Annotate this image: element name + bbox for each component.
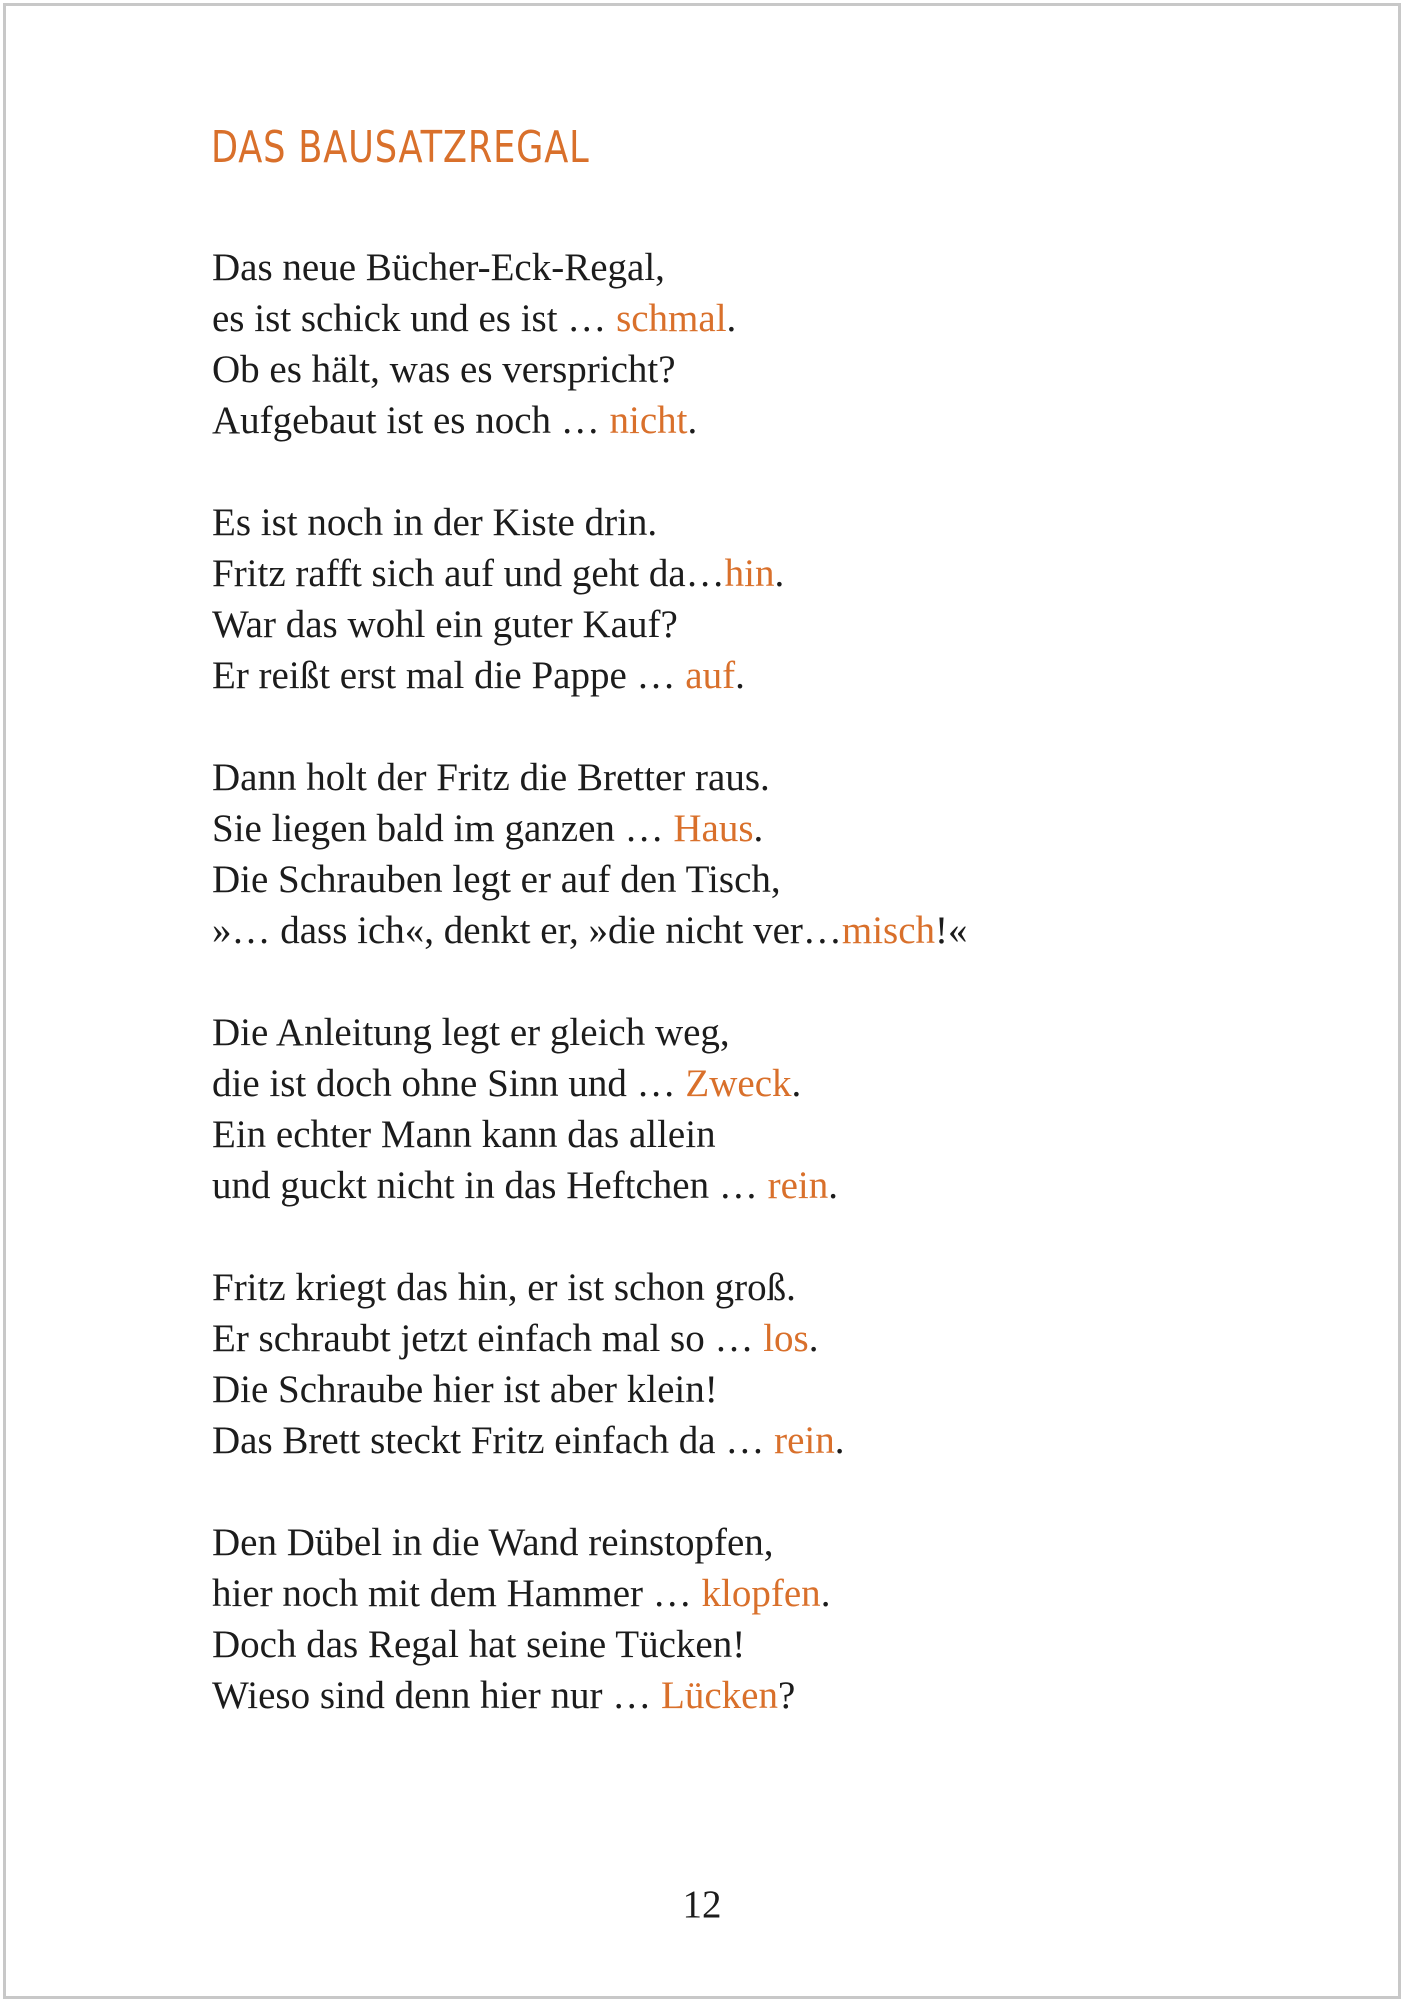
rhyme-word: Haus [673, 807, 754, 850]
rhyme-word: hin [724, 552, 775, 595]
line-text: Ob es hält, was es verspricht? [212, 348, 676, 391]
poem-line [212, 803, 1312, 854]
poem-line [212, 1568, 1312, 1619]
poem-line [212, 1517, 1312, 1568]
rhyme-word: nicht [609, 399, 688, 442]
line-text: Dann holt der Fritz die Bretter raus. [212, 756, 770, 799]
line-text: es ist schick und es ist … [212, 297, 617, 340]
line-text: Doch das Regal hat seine Tücken! [212, 1623, 746, 1666]
poem-line [212, 497, 1312, 548]
poem-line [212, 1364, 1312, 1415]
line-punctuation: . [828, 1164, 839, 1207]
rhyme-word: misch [841, 909, 936, 952]
poem-line [212, 1415, 1312, 1466]
poem-line [212, 1262, 1312, 1313]
line-text: Ein echter Mann kann das allein [212, 1113, 716, 1156]
line-text: und guckt nicht in das Heftchen … [212, 1164, 768, 1207]
line-punctuation: . [791, 1062, 802, 1105]
poem-line [212, 548, 1312, 599]
stanza-6 [212, 1517, 1312, 1721]
poem-line [212, 1109, 1312, 1160]
poem-line [212, 1619, 1312, 1670]
stanza-4 [212, 1007, 1312, 1211]
line-punctuation: . [687, 399, 698, 442]
rhyme-word: klopfen [701, 1572, 821, 1615]
line-punctuation: . [735, 654, 745, 697]
poem-line [212, 1313, 1312, 1364]
rhyme-word: los [763, 1317, 809, 1360]
poem-line [212, 1058, 1312, 1109]
line-punctuation: . [726, 297, 737, 340]
line-punctuation: !« [935, 909, 968, 952]
line-text: War das wohl ein guter Kauf? [212, 603, 678, 646]
line-text: Die Anleitung legt er gleich weg, [212, 1011, 730, 1054]
poem-line [212, 1670, 1312, 1721]
rhyme-word: Zweck [685, 1062, 792, 1105]
line-text: Die Schrauben legt er auf den Tisch, [212, 858, 781, 901]
line-text: Er reißt erst mal die Pappe … [212, 654, 686, 697]
poem-body [212, 242, 1312, 1772]
stanza-2 [212, 497, 1312, 701]
stanza-3 [212, 752, 1312, 956]
poem-line [212, 344, 1312, 395]
line-text: Das neue Bücher-Eck-Regal, [212, 246, 665, 289]
line-text: hier noch mit dem Hammer … [212, 1572, 702, 1615]
line-text: Es ist noch in der Kiste drin. [212, 501, 658, 544]
line-text: die ist doch ohne Sinn und … [212, 1062, 686, 1105]
poem-line [212, 395, 1312, 446]
poem-line [212, 293, 1312, 344]
line-text: Die Schraube hier ist aber klein! [212, 1368, 718, 1411]
line-text: »… dass ich«, denkt er, »die nicht ver… [212, 909, 842, 952]
poem-line [212, 1007, 1312, 1058]
rhyme-word: schmal [616, 297, 727, 340]
line-text: Wieso sind denn hier nur … [212, 1674, 662, 1717]
line-text: Das Brett steckt Fritz einfach da … [212, 1419, 775, 1462]
line-text: Aufgebaut ist es noch … [212, 399, 610, 442]
stanza-1 [212, 242, 1312, 446]
line-punctuation: . [774, 552, 785, 595]
rhyme-word: Lücken [661, 1674, 778, 1717]
poem-title: DAS BAUSATZREGAL [211, 122, 590, 173]
poem-line [212, 650, 1312, 701]
line-punctuation: . [808, 1317, 819, 1360]
poem-line [212, 905, 1312, 956]
line-text: Fritz rafft sich auf und geht da… [212, 552, 725, 595]
poem-line [212, 599, 1312, 650]
page-number: 12 [682, 1883, 722, 1926]
line-text: Fritz kriegt das hin, er ist schon groß. [212, 1266, 796, 1309]
line-text: Er schraubt jetzt einfach mal so … [212, 1317, 764, 1360]
line-punctuation: . [820, 1572, 831, 1615]
line-text: Sie liegen bald im ganzen … [212, 807, 674, 850]
rhyme-word: rein [774, 1419, 835, 1462]
line-punctuation: . [753, 807, 764, 850]
poem-line [212, 242, 1312, 293]
rhyme-word: rein [767, 1164, 829, 1207]
line-punctuation: . [834, 1419, 845, 1462]
line-punctuation: ? [777, 1674, 796, 1717]
poem-line [212, 854, 1312, 905]
line-text: Den Dübel in die Wand reinstopfen, [212, 1521, 774, 1564]
stanza-5 [212, 1262, 1312, 1466]
poem-line [212, 752, 1312, 803]
rhyme-word: auf [685, 654, 736, 697]
poem-line [212, 1160, 1312, 1211]
